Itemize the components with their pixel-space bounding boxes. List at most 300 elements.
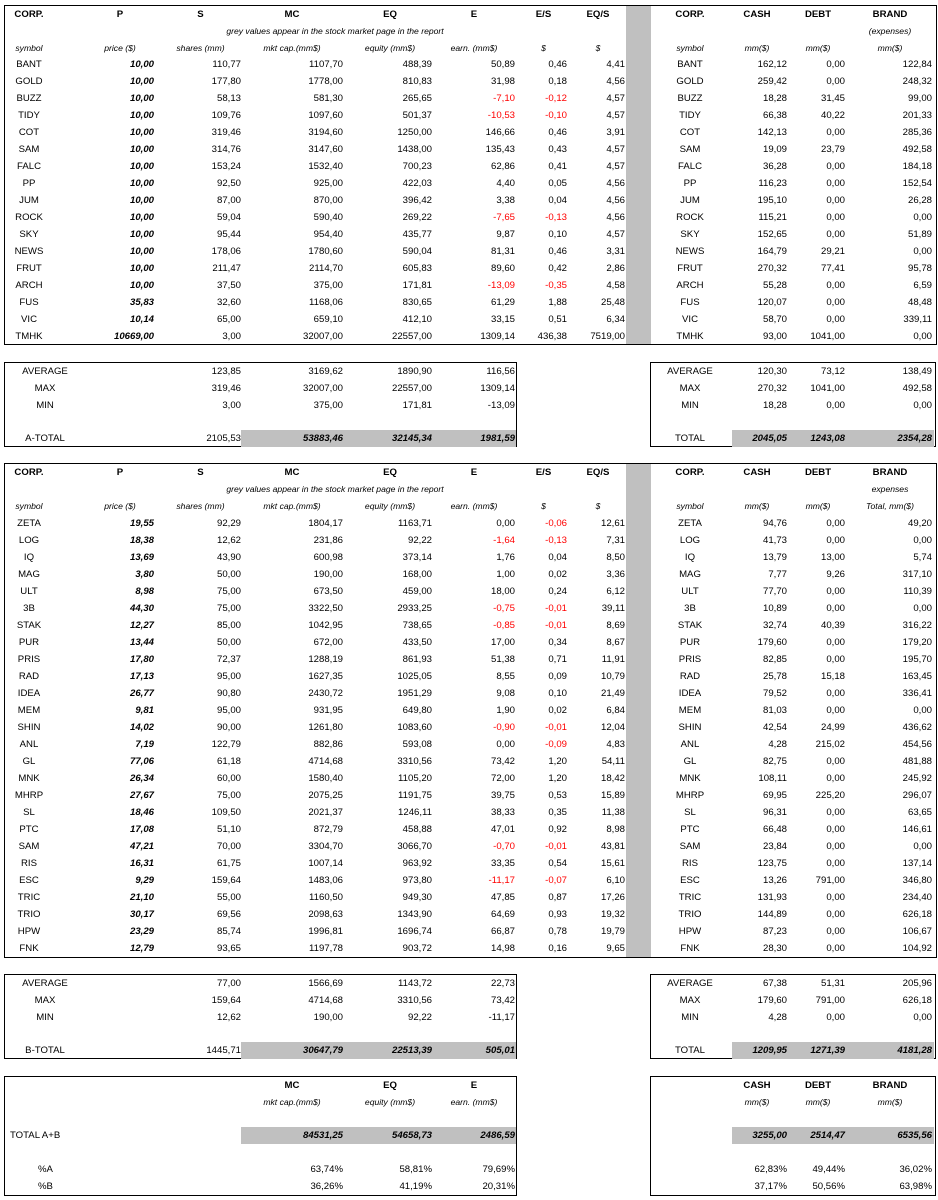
value-cell: 4,57	[606, 144, 625, 155]
value-cell: 0,00	[826, 824, 845, 835]
summary-label: AVERAGE	[22, 978, 68, 989]
value-cell: 481,88	[902, 756, 932, 767]
value-cell: 146,61	[902, 824, 932, 835]
symbol-cell: VIC	[21, 314, 37, 325]
total-value: 1209,95	[752, 1045, 787, 1056]
symbol-cell: PP	[22, 178, 36, 189]
value-cell: 6,84	[606, 705, 625, 716]
value-cell: 4,56	[606, 212, 625, 223]
value-cell: 6,34	[606, 314, 625, 325]
unit-label: price ($)	[104, 43, 136, 53]
total-value: 2486,59	[480, 1130, 515, 1141]
column-header: CORP.	[675, 9, 705, 20]
summary-label: MIN	[681, 1012, 699, 1023]
value-cell: 92,50	[216, 178, 241, 189]
symbol-cell: ESC	[680, 875, 700, 886]
value-cell: 10,00	[129, 110, 154, 121]
summary-value: 120,30	[757, 366, 787, 377]
value-cell: 8,98	[606, 824, 625, 835]
column-header: CORP.	[675, 467, 705, 478]
symbol-cell: MAG	[18, 569, 40, 580]
value-cell: 195,10	[757, 195, 787, 206]
unit-label: mm($)	[744, 43, 770, 53]
value-cell: 6,10	[606, 875, 625, 886]
value-cell: 2933,25	[397, 603, 432, 614]
value-cell: 0,00	[826, 535, 845, 546]
value-cell: 93,65	[216, 943, 241, 954]
column-header: CASH	[743, 467, 771, 478]
value-cell: 2430,72	[308, 688, 343, 699]
total-value: 1243,08	[810, 433, 845, 444]
value-cell: 1007,14	[308, 858, 343, 869]
unit-label: earn. (mm$)	[450, 501, 498, 511]
value-cell: 168,00	[402, 569, 432, 580]
value-cell: 0,18	[548, 76, 567, 87]
column-header: DEBT	[804, 1080, 832, 1091]
value-cell: 6,12	[606, 586, 625, 597]
value-cell: 30,17	[129, 909, 154, 920]
value-cell: 319,46	[211, 127, 241, 138]
value-cell: 13,79	[762, 552, 787, 563]
value-cell: 1191,75	[398, 790, 432, 801]
value-cell: 412,10	[402, 314, 432, 325]
value-cell: 18,46	[129, 807, 154, 818]
value-cell: 0,00	[826, 654, 845, 665]
value-cell: 7,19	[135, 739, 154, 750]
symbol-cell: SHIN	[17, 722, 41, 733]
value-cell: 32,60	[216, 297, 241, 308]
symbol-cell: PUR	[679, 637, 701, 648]
value-cell: 122,79	[211, 739, 241, 750]
summary-label: MIN	[36, 400, 54, 411]
summary-value: 92,22	[407, 1012, 432, 1023]
value-cell: 0,00	[826, 943, 845, 954]
value-cell: 75,00	[216, 586, 241, 597]
value-cell: 4,57	[606, 93, 625, 104]
symbol-cell: NEWS	[675, 246, 705, 257]
value-cell: 2114,70	[309, 263, 343, 274]
value-cell: 33,15	[490, 314, 515, 325]
value-cell: 454,56	[902, 739, 932, 750]
total-value: 1445,71	[206, 1045, 241, 1056]
summary-value: 0,00	[826, 400, 845, 411]
value-cell: 77,06	[129, 756, 154, 767]
value-cell: 600,98	[313, 552, 343, 563]
value-cell: 51,89	[907, 229, 932, 240]
value-cell: 47,85	[490, 892, 515, 903]
symbol-cell: GL	[22, 756, 36, 767]
summary-value: 791,00	[815, 995, 845, 1006]
value-cell: 94,76	[762, 518, 787, 529]
value-cell: 1,76	[496, 552, 515, 563]
value-cell: 8,67	[606, 637, 625, 648]
total-value: 505,01	[485, 1045, 515, 1056]
value-cell: 590,04	[402, 246, 432, 257]
value-cell: 19,79	[600, 926, 625, 937]
value-cell: 95,00	[216, 705, 241, 716]
value-cell: 43,90	[216, 552, 241, 563]
value-cell: 0,00	[826, 773, 845, 784]
value-cell: 82,85	[762, 654, 787, 665]
total-label: A-TOTAL	[25, 433, 65, 444]
symbol-cell: MAG	[679, 569, 701, 580]
value-cell: 4,28	[768, 739, 787, 750]
value-cell: 501,37	[402, 110, 432, 121]
value-cell: 171,81	[402, 280, 432, 291]
value-cell: 700,23	[402, 161, 432, 172]
column-header: CORP.	[14, 9, 44, 20]
symbol-cell: 3B	[23, 603, 35, 614]
value-cell: -0,90	[493, 722, 515, 733]
column-header: E/S	[535, 467, 552, 478]
value-cell: 13,26	[762, 875, 787, 886]
unit-label: equity (mm$)	[364, 43, 416, 53]
column-header: CASH	[743, 9, 771, 20]
value-cell: 61,75	[216, 858, 241, 869]
value-cell: 61,29	[490, 297, 515, 308]
value-cell: 87,00	[216, 195, 241, 206]
value-cell: 6,59	[913, 280, 932, 291]
symbol-cell: SAM	[679, 144, 701, 155]
column-header: P	[116, 9, 124, 20]
total-value: 22513,39	[391, 1045, 432, 1056]
unit-label: mkt cap.(mm$)	[263, 43, 321, 53]
value-cell: 69,95	[762, 790, 787, 801]
value-cell: 184,18	[902, 161, 932, 172]
value-cell: 882,86	[313, 739, 343, 750]
column-header: MC	[284, 467, 300, 478]
summary-label: MIN	[681, 400, 699, 411]
value-cell: 90,80	[216, 688, 241, 699]
value-cell: 36,28	[762, 161, 787, 172]
symbol-cell: LOG	[679, 535, 701, 546]
symbol-cell: TRIO	[678, 909, 702, 920]
value-cell: -11,17	[488, 875, 515, 886]
value-cell: 31,45	[820, 93, 845, 104]
value-cell: 195,70	[902, 654, 932, 665]
pct-value: 49,44%	[812, 1164, 845, 1175]
pct-value: 37,17%	[754, 1181, 787, 1192]
summary-value: 205,96	[902, 978, 932, 989]
symbol-cell: PRIS	[678, 654, 702, 665]
value-cell: 38,33	[490, 807, 515, 818]
value-cell: 24,99	[820, 722, 845, 733]
value-cell: 590,40	[313, 212, 343, 223]
column-header: EQ	[383, 1080, 397, 1091]
value-cell: 95,00	[216, 671, 241, 682]
value-cell: 15,61	[600, 858, 625, 869]
total-label: TOTAL A+B	[10, 1130, 61, 1141]
value-cell: 13,44	[129, 637, 154, 648]
value-cell: 17,80	[129, 654, 154, 665]
value-cell: 201,33	[902, 110, 932, 121]
value-cell: 12,62	[216, 535, 241, 546]
value-cell: 31,98	[490, 76, 515, 87]
value-cell: 21,49	[600, 688, 625, 699]
value-cell: 12,04	[600, 722, 625, 733]
symbol-cell: SKY	[19, 229, 39, 240]
symbol-cell: TIDY	[18, 110, 40, 121]
value-cell: 672,00	[313, 637, 343, 648]
value-cell: 9,65	[606, 943, 625, 954]
symbol-cell: MHRP	[14, 790, 44, 801]
value-cell: 42,54	[762, 722, 787, 733]
symbol-cell: GOLD	[676, 76, 704, 87]
symbol-cell: ULT	[20, 586, 38, 597]
column-header: P	[116, 467, 124, 478]
value-cell: 1778,00	[308, 76, 343, 87]
column-header: BRAND	[872, 9, 908, 20]
symbol-cell: FRUT	[16, 263, 42, 274]
summary-label: AVERAGE	[667, 366, 713, 377]
value-cell: 27,67	[129, 790, 154, 801]
value-cell: 16,31	[129, 858, 154, 869]
summary-value: 12,62	[216, 1012, 241, 1023]
unit-label: equity (mm$)	[364, 1097, 416, 1107]
value-cell: 1309,14	[480, 331, 515, 342]
value-cell: 0,00	[826, 59, 845, 70]
value-cell: 18,00	[490, 586, 515, 597]
value-cell: 48,48	[907, 297, 932, 308]
value-cell: 0,00	[826, 195, 845, 206]
summary-value: 1309,14	[480, 383, 515, 394]
value-cell: 673,50	[313, 586, 343, 597]
value-cell: 23,79	[820, 144, 845, 155]
value-cell: 1288,19	[308, 654, 343, 665]
value-cell: 4,56	[606, 195, 625, 206]
value-cell: 0,00	[826, 314, 845, 325]
value-cell: 4,40	[496, 178, 515, 189]
unit-label: symbol	[676, 501, 704, 511]
symbol-cell: PTC	[680, 824, 700, 835]
value-cell: 492,58	[902, 144, 932, 155]
value-cell: -1,64	[493, 535, 515, 546]
symbol-cell: VIC	[682, 314, 698, 325]
value-cell: 861,93	[402, 654, 432, 665]
value-cell: 0,00	[913, 603, 932, 614]
summary-value: -13,09	[487, 400, 515, 411]
value-cell: 163,45	[902, 671, 932, 682]
value-cell: 10,00	[129, 212, 154, 223]
value-cell: 248,32	[902, 76, 932, 87]
summary-value: 159,64	[211, 995, 241, 1006]
value-cell: 1,00	[496, 569, 515, 580]
value-cell: 106,67	[902, 926, 932, 937]
value-cell: -0,13	[545, 212, 567, 223]
symbol-cell: STAK	[16, 620, 42, 631]
value-cell: 314,76	[211, 144, 241, 155]
value-cell: 17,26	[600, 892, 625, 903]
value-cell: 10,00	[129, 229, 154, 240]
value-cell: 152,65	[757, 229, 787, 240]
value-cell: 1343,90	[397, 909, 432, 920]
column-header: BRAND	[872, 467, 908, 478]
value-cell: -0,10	[545, 110, 567, 121]
value-cell: 51,10	[216, 824, 241, 835]
value-cell: 0,00	[826, 297, 845, 308]
value-cell: -0,75	[493, 603, 515, 614]
value-cell: 79,52	[762, 688, 787, 699]
value-cell: -0,13	[545, 535, 567, 546]
value-cell: 0,42	[548, 263, 567, 274]
value-cell: 40,22	[820, 110, 845, 121]
value-cell: 3322,50	[308, 603, 343, 614]
value-cell: 0,00	[826, 841, 845, 852]
summary-value: 4714,68	[308, 995, 343, 1006]
value-cell: 0,00	[826, 76, 845, 87]
symbol-cell: RAD	[18, 671, 40, 682]
value-cell: 0,00	[913, 331, 932, 342]
value-cell: 1160,50	[309, 892, 343, 903]
column-header: E	[470, 467, 478, 478]
unit-label: mm($)	[744, 501, 770, 511]
value-cell: 1197,78	[309, 943, 343, 954]
value-cell: 153,24	[211, 161, 241, 172]
note-text: grey values appear in the stock market page in the report	[226, 484, 444, 494]
summary-value: 492,58	[902, 383, 932, 394]
symbol-cell: LOG	[18, 535, 40, 546]
value-cell: 4,56	[606, 76, 625, 87]
value-cell: 0,46	[548, 246, 567, 257]
unit-label: mkt cap.(mm$)	[263, 1097, 321, 1107]
value-cell: 179,20	[902, 637, 932, 648]
value-cell: 3066,70	[397, 841, 432, 852]
symbol-cell: HPW	[17, 926, 41, 937]
summary-value: 22557,00	[391, 383, 432, 394]
value-cell: 1042,95	[308, 620, 343, 631]
value-cell: 0,00	[826, 586, 845, 597]
value-cell: 1246,11	[398, 807, 432, 818]
unit-label: mm($)	[877, 1097, 903, 1107]
value-cell: 1780,60	[308, 246, 343, 257]
symbol-cell: SL	[684, 807, 696, 818]
symbol-cell: IQ	[684, 552, 696, 563]
value-cell: 270,32	[757, 263, 787, 274]
summary-value: 375,00	[313, 400, 343, 411]
value-cell: 0,43	[548, 144, 567, 155]
value-cell: 3,31	[606, 246, 625, 257]
value-cell: 1,20	[548, 773, 567, 784]
value-cell: 47,01	[490, 824, 515, 835]
symbol-cell: RIS	[21, 858, 37, 869]
value-cell: 0,10	[548, 229, 567, 240]
value-cell: 85,00	[216, 620, 241, 631]
unit-label: $	[541, 501, 546, 511]
value-cell: -13,09	[487, 280, 515, 291]
value-cell: 4,83	[606, 739, 625, 750]
total-value: 53883,46	[302, 433, 343, 444]
value-cell: 21,10	[129, 892, 154, 903]
value-cell: 296,07	[902, 790, 932, 801]
value-cell: 17,08	[129, 824, 154, 835]
total-value: 32145,34	[391, 433, 432, 444]
value-cell: 422,03	[402, 178, 432, 189]
value-cell: 373,14	[402, 552, 432, 563]
value-cell: 37,50	[216, 280, 241, 291]
symbol-cell: PTC	[19, 824, 39, 835]
unit-label: mkt cap.(mm$)	[263, 501, 321, 511]
value-cell: 58,13	[216, 93, 241, 104]
summary-value: 0,00	[913, 1012, 932, 1023]
pct-value: 41,19%	[399, 1181, 432, 1192]
value-cell: 10,00	[129, 178, 154, 189]
summary-value: 123,85	[211, 366, 241, 377]
unit-label: symbol	[15, 43, 43, 53]
value-cell: 26,77	[129, 688, 154, 699]
value-cell: 10,00	[129, 161, 154, 172]
value-cell: 179,60	[757, 637, 787, 648]
value-cell: 1580,40	[308, 773, 343, 784]
value-cell: 58,70	[762, 314, 787, 325]
symbol-cell: MEM	[17, 705, 41, 716]
value-cell: 50,00	[216, 637, 241, 648]
value-cell: 69,56	[216, 909, 241, 920]
symbol-cell: NEWS	[14, 246, 44, 257]
value-cell: 104,92	[902, 943, 932, 954]
total-value: 2514,47	[810, 1130, 845, 1141]
summary-value: 171,81	[402, 400, 432, 411]
symbol-cell: SHIN	[678, 722, 702, 733]
value-cell: 316,22	[902, 620, 932, 631]
symbol-cell: PP	[683, 178, 697, 189]
value-cell: 15,89	[600, 790, 625, 801]
pct-label: %B	[38, 1181, 53, 1192]
value-cell: 190,00	[313, 569, 343, 580]
value-cell: 0,00	[496, 739, 515, 750]
value-cell: 7519,00	[590, 331, 625, 342]
symbol-cell: COT	[679, 127, 701, 138]
value-cell: 0,00	[913, 705, 932, 716]
value-cell: 215,02	[815, 739, 845, 750]
value-cell: 9,08	[496, 688, 515, 699]
total-value: 1981,59	[480, 433, 515, 444]
value-cell: 0,00	[826, 756, 845, 767]
value-cell: -0,01	[545, 603, 567, 614]
value-cell: 11,38	[601, 807, 625, 818]
value-cell: 7,31	[606, 535, 625, 546]
value-cell: 0,71	[548, 654, 567, 665]
value-cell: 142,13	[757, 127, 787, 138]
value-cell: 0,00	[826, 688, 845, 699]
note-text: grey values appear in the stock market page in the report	[226, 26, 444, 36]
summary-value: 1890,90	[397, 366, 432, 377]
column-header: E/S	[535, 9, 552, 20]
value-cell: 259,42	[757, 76, 787, 87]
unit-label: mm($)	[877, 43, 903, 53]
column-header: EQ	[383, 9, 397, 20]
value-cell: 66,38	[762, 110, 787, 121]
value-cell: 33,35	[490, 858, 515, 869]
value-cell: 1097,60	[308, 110, 343, 121]
value-cell: 903,72	[402, 943, 432, 954]
symbol-cell: IQ	[23, 552, 35, 563]
value-cell: 458,88	[402, 824, 432, 835]
value-cell: 4,41	[606, 59, 625, 70]
value-cell: 123,75	[757, 858, 787, 869]
value-cell: 32007,00	[302, 331, 343, 342]
value-cell: 2021,37	[308, 807, 343, 818]
total-label: B-TOTAL	[25, 1045, 65, 1056]
value-cell: 1,20	[548, 756, 567, 767]
value-cell: 1083,60	[397, 722, 432, 733]
value-cell: 1107,70	[309, 59, 343, 70]
symbol-cell: MNK	[679, 773, 701, 784]
value-cell: 17,00	[490, 637, 515, 648]
value-cell: 177,80	[211, 76, 241, 87]
value-cell: 60,00	[216, 773, 241, 784]
value-cell: 0,02	[548, 705, 567, 716]
symbol-cell: RIS	[682, 858, 698, 869]
